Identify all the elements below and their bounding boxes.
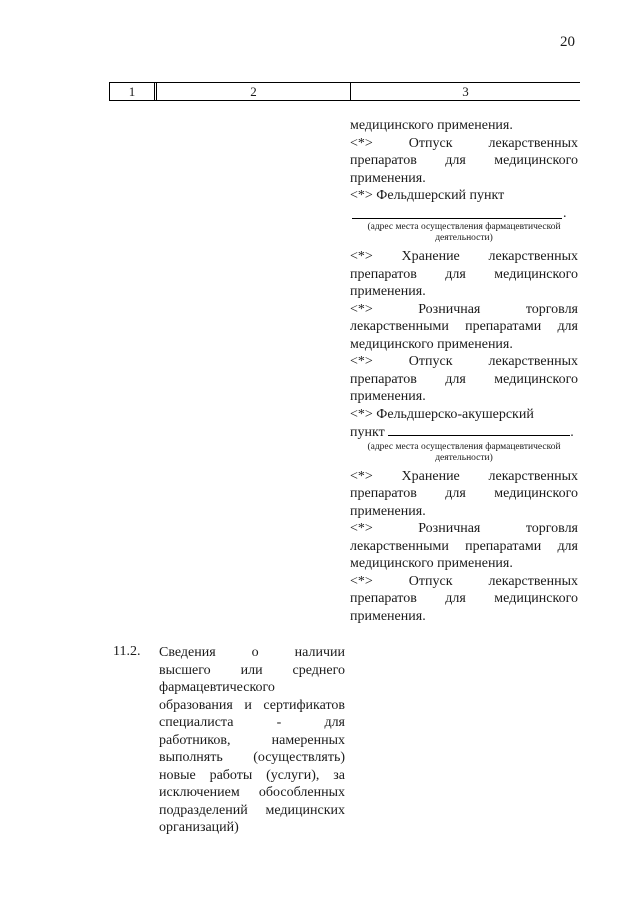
text-line: высшего или среднего — [159, 662, 345, 678]
text-line: <*> Отпуск лекарственных — [350, 573, 578, 589]
text-line: работников, намеренных — [159, 732, 345, 748]
blank-period: . — [563, 205, 567, 221]
text-block — [350, 135, 578, 188]
text-block — [350, 117, 578, 135]
blank-underline — [388, 423, 570, 436]
column-header-2: 2 — [156, 83, 351, 100]
text-line: применения. — [350, 608, 426, 624]
blank-prefix: пункт — [350, 425, 385, 440]
text-line: новые работы (услуги), за — [159, 767, 345, 783]
text-line: Сведения о наличии — [159, 645, 345, 660]
text-line: лекарственными препаратами для — [350, 319, 578, 334]
text-line: медицинского применения. — [350, 556, 513, 571]
text-line: образования и сертификатов — [159, 697, 345, 713]
text-line: применения. — [350, 170, 426, 186]
text-line: препаратов для медицинского — [350, 266, 578, 282]
text-line: препаратов для медицинского — [350, 486, 578, 501]
text-line: подразделений медицинских — [159, 802, 345, 818]
text-line: <*> Розничная торговля — [350, 521, 578, 536]
text-line: выполнять (осуществлять) — [159, 750, 345, 765]
text-line: <*> Отпуск лекарственных — [350, 354, 578, 369]
text-line: <*> Хранение лекарственных — [350, 249, 578, 264]
text-line: организаций) — [159, 820, 239, 835]
column-3-content — [350, 117, 578, 625]
text-line: медицинского применения. — [350, 336, 513, 352]
text-line: лекарственными препаратами для — [350, 538, 578, 554]
text-line: препаратов для медицинского — [350, 371, 578, 387]
blank-period: . — [570, 425, 574, 440]
text-line: применения. — [350, 389, 426, 404]
text-block — [350, 406, 578, 424]
text-line: медицинского применения. — [350, 118, 513, 133]
text-line: исключением обособленных — [159, 785, 345, 800]
text-line: специалиста - для — [159, 715, 345, 730]
text-block — [350, 520, 578, 573]
text-block — [350, 353, 578, 406]
text-line: <*> Отпуск лекарственных — [350, 135, 578, 151]
address-blank-line — [350, 423, 578, 442]
column-header-3: 3 — [462, 84, 469, 99]
text-line: <*> Хранение лекарственных — [350, 468, 578, 484]
address-caption: (адрес места осуществления фармацевтической деятельности) — [367, 222, 561, 243]
text-line: применения. — [350, 503, 426, 519]
text-block — [350, 573, 578, 626]
text-block — [350, 301, 578, 354]
text-line: препаратов для медицинского — [350, 591, 578, 606]
row-number: 11.2. — [113, 644, 141, 659]
text-line: <*> Фельдшерско-акушерский — [350, 406, 534, 422]
table-header-row — [109, 82, 580, 101]
row-11-2-description — [159, 644, 345, 837]
text-line: фармацевтического — [159, 680, 275, 695]
text-line: применения. — [350, 284, 426, 299]
text-block — [350, 248, 578, 301]
text-line: <*> Фельдшерский пункт — [350, 188, 505, 203]
text-line: препаратов для медицинского — [350, 153, 578, 168]
column-header-1: 1 — [110, 83, 155, 100]
address-blank-line — [350, 205, 578, 223]
blank-underline — [352, 218, 562, 219]
text-block — [350, 468, 578, 521]
text-block — [350, 187, 578, 205]
text-line: <*> Розничная торговля — [350, 301, 578, 317]
address-caption: (адрес места осуществления фармацевтической деятельности) — [367, 441, 561, 463]
page-number: 20 — [560, 34, 575, 50]
